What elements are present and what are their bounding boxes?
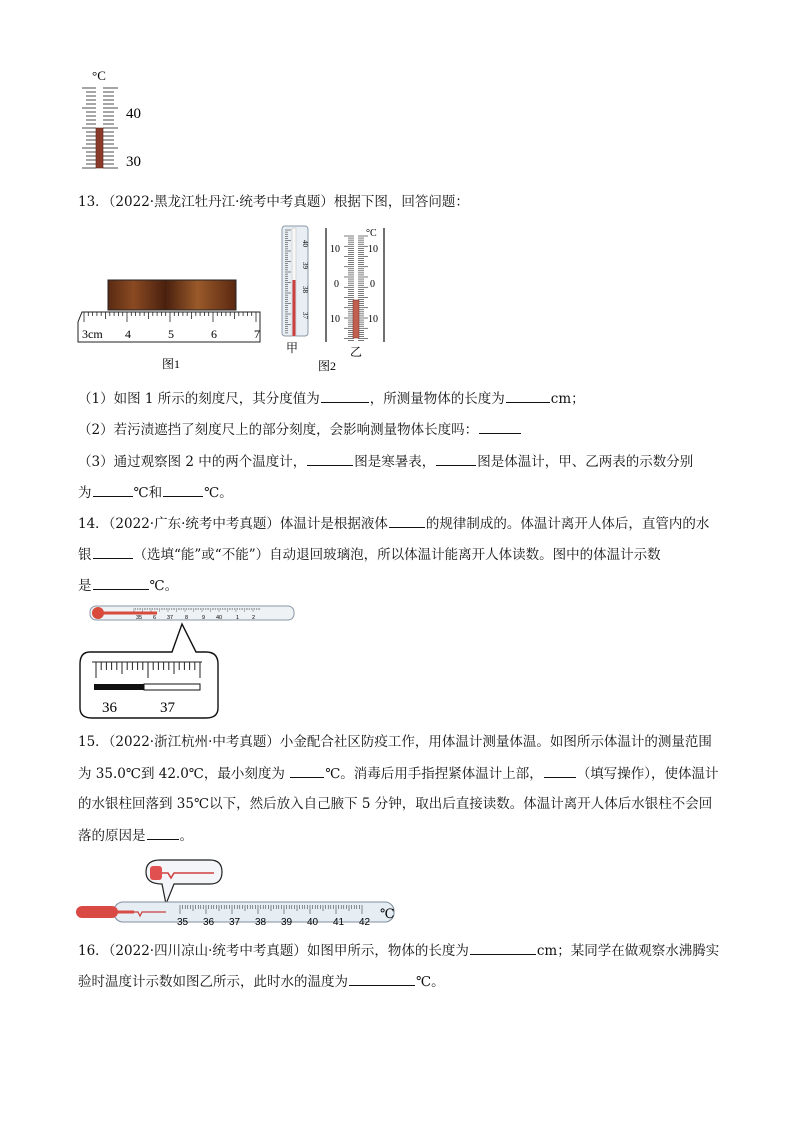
- q15-scale-40: 40: [307, 917, 319, 928]
- q15-thermometer-figure: [74, 854, 404, 930]
- q13-blank-weather-thermometer[interactable]: [307, 451, 353, 466]
- q13-figure-ruler: [76, 272, 266, 372]
- yi-unit: °C: [366, 228, 377, 239]
- q13-part1: [78, 388, 585, 409]
- q16-line1: [78, 940, 719, 961]
- q14-scale-36: 6: [153, 615, 157, 621]
- q14-zoom-label-37: 37: [160, 700, 175, 716]
- q15-thermometer-mercury: [116, 911, 134, 914]
- top-thermometer-tick-40: 40: [126, 106, 141, 122]
- yi-left-tick-0: 0: [334, 279, 339, 290]
- jia-thermometer-mercury: [293, 280, 296, 336]
- q15-line2: [78, 763, 719, 784]
- figure-1-caption: 图1: [162, 357, 181, 371]
- jia-tick-37: 37: [301, 312, 309, 319]
- q16-text-b: cm；某同学在做观察水沸腾实: [536, 943, 720, 959]
- ruler-label-5: 5: [168, 327, 174, 341]
- q14-blank-reading[interactable]: [93, 575, 149, 590]
- jia-tick-40: 40: [301, 240, 309, 247]
- q15-scale-42: 42: [359, 917, 371, 928]
- q14-zoom-label-36: 36: [102, 700, 117, 716]
- q16-text-d: ℃。: [416, 974, 445, 990]
- q15-blank-min-scale[interactable]: [290, 763, 324, 778]
- q13-blank-reading-jia[interactable]: [93, 482, 133, 497]
- q13-blank-stain[interactable]: [479, 419, 521, 434]
- q14-blank-principle[interactable]: [389, 513, 425, 528]
- q13-part3-text-b: 图是寒暑表，: [354, 454, 436, 470]
- q14-text-b: 的规律制成的。体温计离开人体后，直管内的水: [425, 516, 710, 532]
- q14-thermometer-figure: [76, 600, 302, 722]
- top-thermometer-figure: [76, 66, 156, 172]
- q13-part2-text: （2）若污渍遮挡了刻度尺上的部分刻度，会影响测量物体长度吗：: [78, 422, 479, 438]
- q13-part1-text-c: cm；: [550, 391, 585, 407]
- q15-scale-38: 38: [255, 917, 267, 928]
- yi-left-tick-10-top: 10: [330, 244, 340, 255]
- q15-unit: ℃: [380, 906, 395, 921]
- q14-text-d: （选填“能”或“不能”）自动退回玻璃泡，所以体温计能离开人体读数。图中的体温计示数: [133, 547, 661, 563]
- q15-scale-37: 37: [229, 917, 241, 928]
- q16-blank-temperature[interactable]: [349, 971, 415, 986]
- figure-2-caption: 图2: [318, 359, 337, 373]
- q14-scale-37: 37: [167, 615, 174, 621]
- q13-header: 13．（2022·黑龙江牡丹江·统考中考真题）根据下图，回答问题：: [78, 194, 469, 210]
- q13-blank-length[interactable]: [506, 388, 550, 403]
- q13-part1-text-b: ，所测量物体的长度为: [369, 391, 505, 407]
- q15-scale-41: 41: [333, 917, 345, 928]
- q13-blank-reading-yi[interactable]: [163, 482, 203, 497]
- q14-scale-35: 35: [136, 615, 143, 621]
- q14-scale-38: 8: [185, 615, 189, 621]
- q16-blank-length[interactable]: [470, 940, 536, 955]
- q13-part3-cont: [78, 482, 233, 503]
- measured-object-block: [108, 280, 236, 310]
- q13-part3-text-c: 图是体温计，甲、乙两表的示数分别: [477, 454, 694, 470]
- ruler-label-6: 6: [211, 327, 217, 341]
- q14-zoom-callout: [80, 624, 218, 718]
- q16-text-a: 16．（2022·四川凉山·统考中考真题）如图甲所示，物体的长度为: [78, 943, 469, 959]
- q14-thermometer-mercury: [102, 612, 157, 615]
- q13-figure-thermometers: [276, 224, 396, 374]
- q14-zoom-mercury-bar: [94, 684, 144, 690]
- yi-right-tick-10-top: 10: [368, 244, 378, 255]
- q14-text-f: ℃。: [149, 578, 179, 594]
- top-thermometer-tick-30: 30: [126, 154, 141, 170]
- q15-line1: 15．（2022·浙江杭州·中考真题）小金配合社区防疫工作，用体温计测量体温。如图所示体温计的测量范围: [78, 734, 712, 750]
- yi-thermometer-column: [353, 300, 359, 338]
- q15-zoom-bulb: [150, 866, 162, 880]
- q14-scale-39: 9: [202, 615, 206, 621]
- ruler-label-3cm: 3cm: [82, 327, 103, 341]
- q15-text-d: 落的原因是: [78, 828, 146, 844]
- q14-line3: [78, 575, 178, 596]
- q15-line4: [78, 825, 193, 846]
- q16-line2: [78, 971, 445, 992]
- q13-part3-text-e: ℃和: [133, 485, 163, 501]
- q13-part3-text-f: ℃。: [204, 485, 233, 501]
- q15-line3: 的水银柱回落到 35℃以下，然后放入自己腋下 5 分钟，取出后直接读数。体温计离开人体后水银柱不会回: [78, 796, 713, 812]
- q15-text-e: 。: [179, 828, 193, 844]
- q14-text-c: 银: [78, 547, 92, 563]
- q14-text-e: 是: [78, 578, 92, 594]
- q15-blank-operation[interactable]: [544, 763, 576, 778]
- q13-part3-text-d: 为: [78, 485, 92, 501]
- q15-text-b: ℃。消毒后用手指捏紧体温计上部，: [325, 766, 543, 782]
- ruler-label-4: 4: [125, 327, 131, 341]
- yi-left-tick-10-bottom: 10: [330, 314, 340, 325]
- q15-text-c: （填写操作），使体温计: [576, 766, 719, 782]
- yi-label: 乙: [350, 345, 363, 359]
- yi-right-tick-0: 0: [370, 279, 375, 290]
- top-thermometer-unit: °C: [92, 68, 106, 83]
- q15-text-a: 为 35.0℃到 42.0℃，最小刻度为: [78, 766, 285, 782]
- yi-right-tick-10-bottom: 10: [368, 314, 378, 325]
- top-thermometer-liquid-column: [96, 128, 103, 168]
- jia-tick-38: 38: [301, 286, 309, 293]
- q14-zoom-empty-bar: [144, 684, 200, 690]
- q13-part3: [78, 451, 693, 472]
- q16-text-c: 验时温度计示数如图乙所示，此时水的温度为: [78, 974, 348, 990]
- q15-blank-reason[interactable]: [147, 825, 179, 840]
- q13-part1-text-a: （1）如图 1 所示的刻度尺，其分度值为: [78, 391, 320, 407]
- q14-line2: [78, 544, 661, 565]
- jia-tick-39: 39: [301, 262, 309, 269]
- q15-scale-39: 39: [281, 917, 293, 928]
- q15-thermometer-bulb: [76, 906, 118, 918]
- q15-scale-35: 35: [177, 917, 189, 928]
- q14-text-a: 14．（2022·广东·统考中考真题）体温计是根据液体: [78, 516, 388, 532]
- q14-line1: [78, 513, 709, 534]
- ruler-label-7: 7: [254, 327, 260, 341]
- q13-blank-clinical-thermometer[interactable]: [436, 451, 476, 466]
- q14-blank-can-cannot[interactable]: [93, 544, 133, 559]
- q14-scale-40: 40: [216, 615, 223, 621]
- q13-part3-text-a: （3）通过观察图 2 中的两个温度计，: [78, 454, 307, 470]
- q13-blank-division[interactable]: [321, 388, 369, 403]
- q14-scale-42: 2: [252, 615, 256, 621]
- q15-scale-36: 36: [203, 917, 215, 928]
- q13-part2: [78, 419, 522, 440]
- jia-label: 甲: [286, 341, 299, 355]
- q14-scale-41: 1: [236, 615, 240, 621]
